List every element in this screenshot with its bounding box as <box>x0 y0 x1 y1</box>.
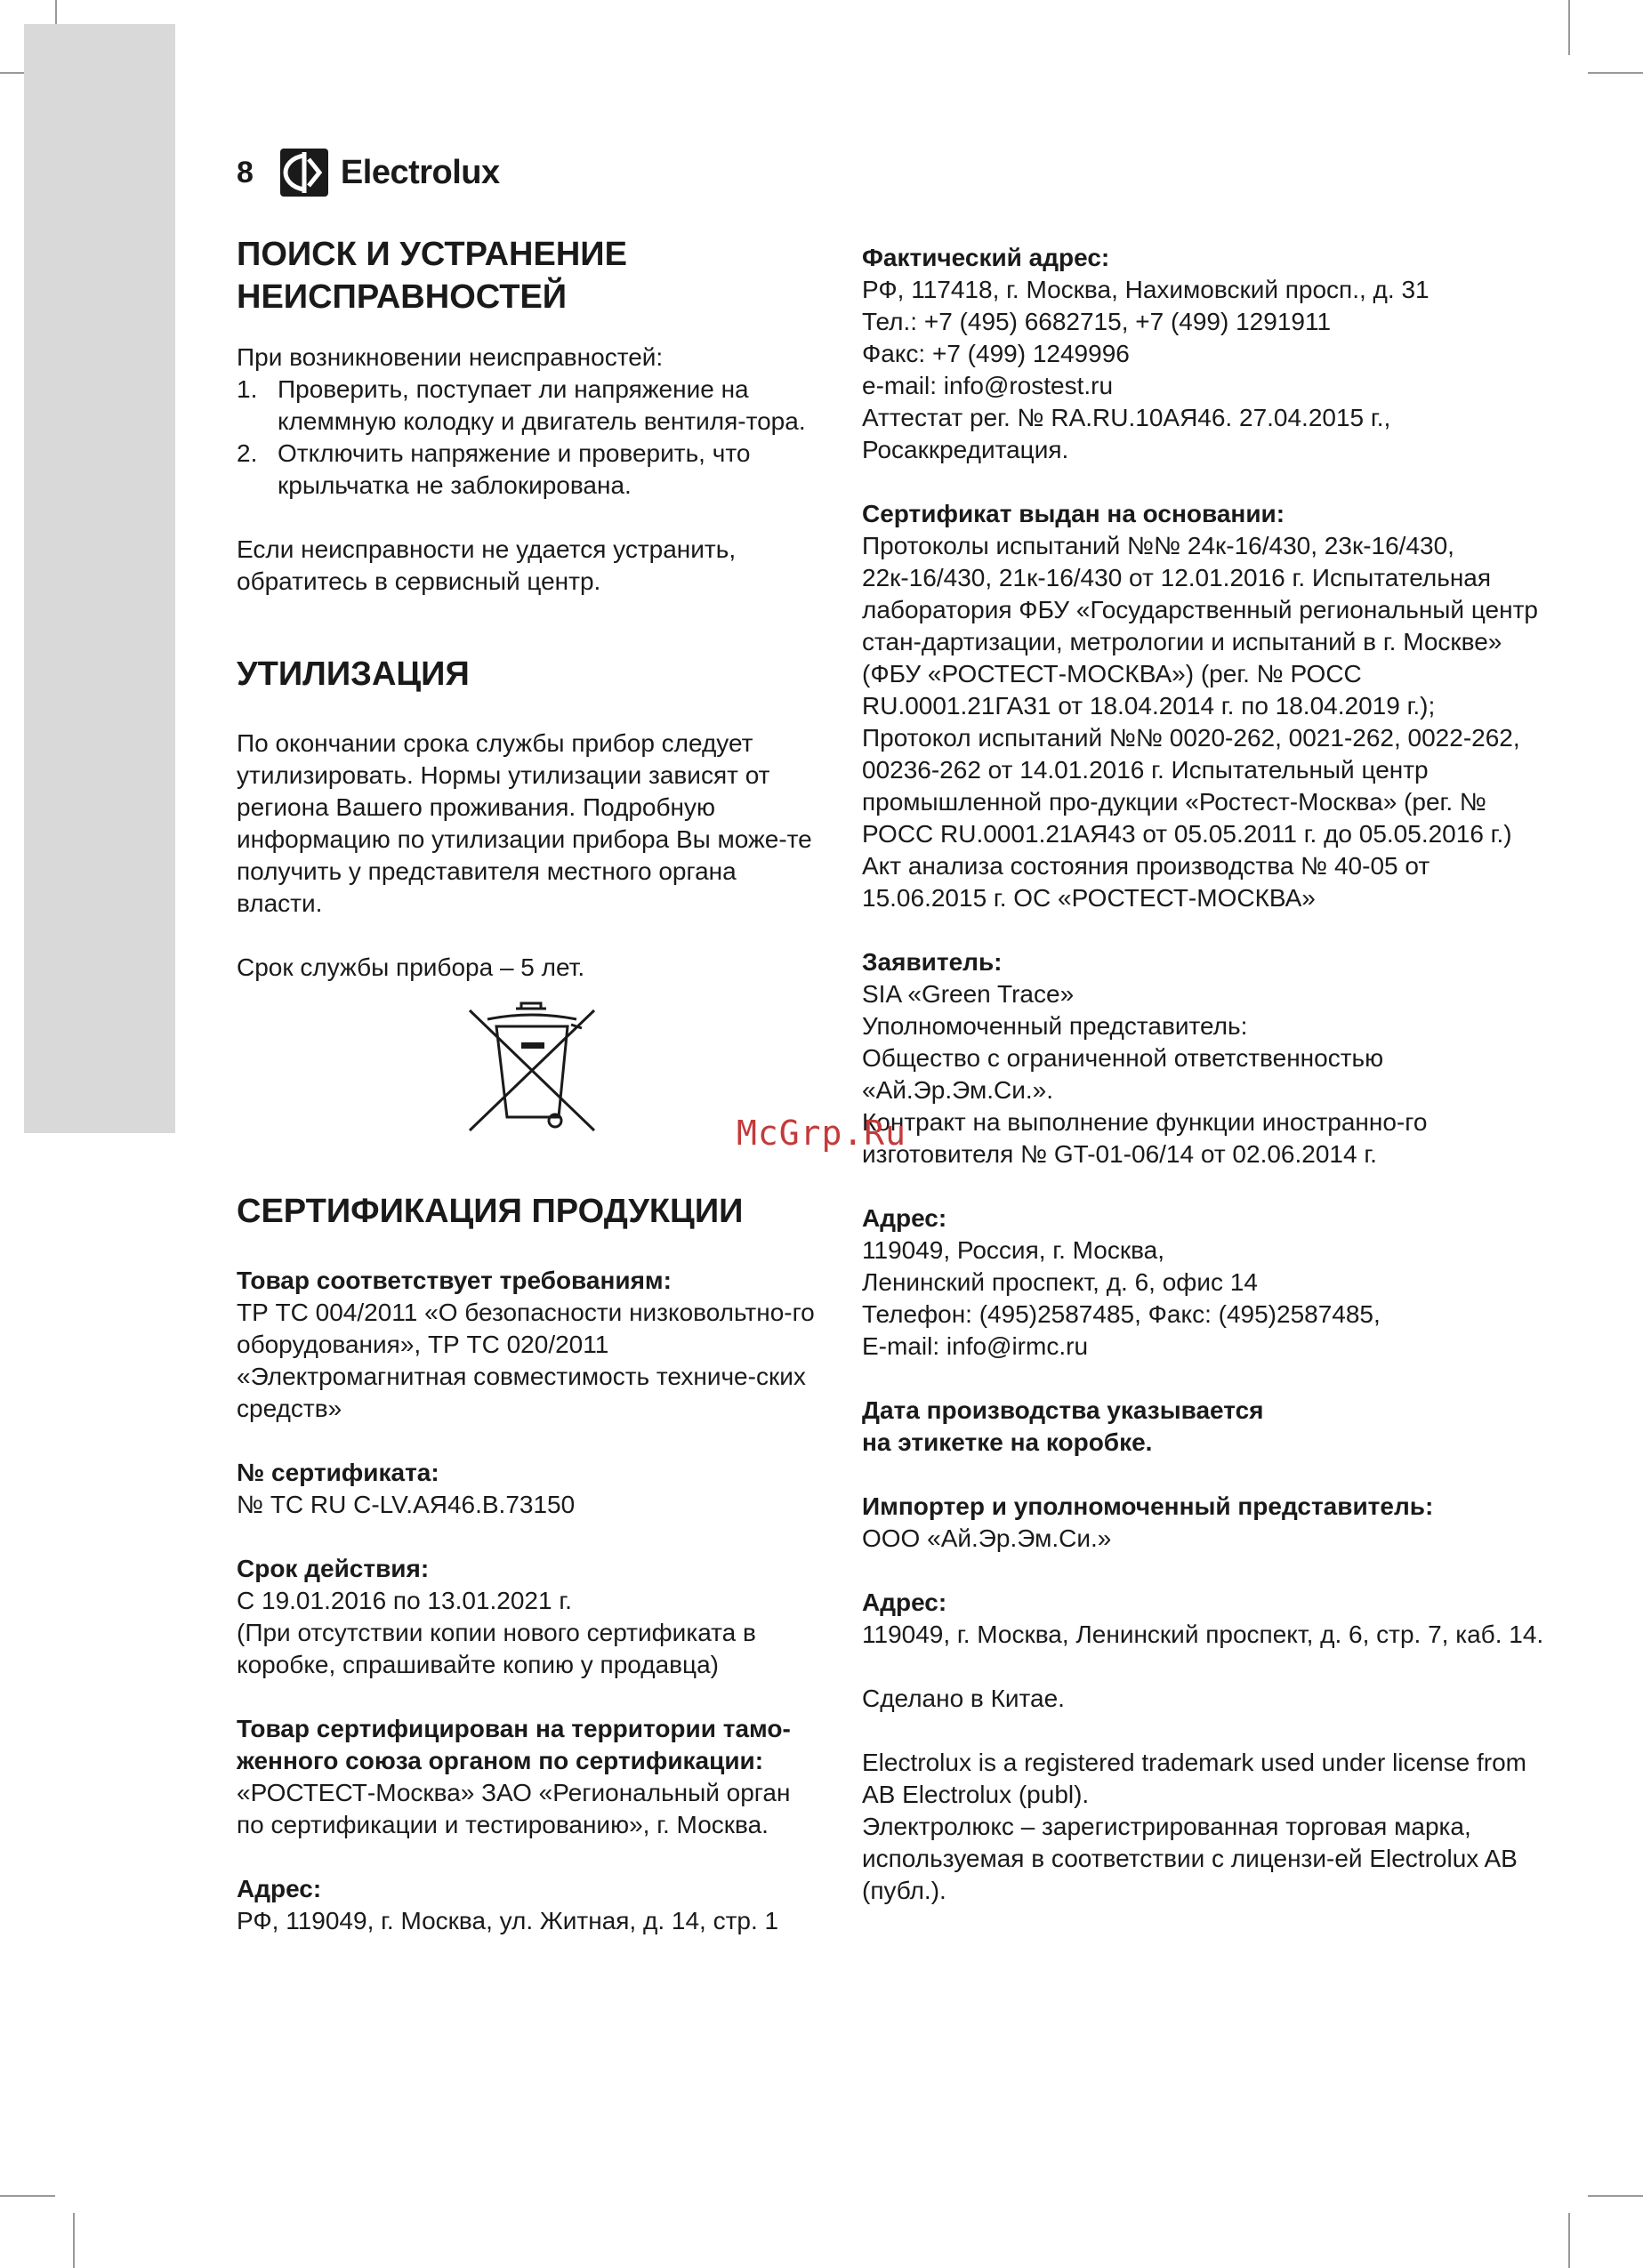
step-number: 2. <box>237 439 258 467</box>
accreditation-line: Аттестат рег. № RA.RU.10АЯ46. 27.04.2015 г., Росаккредитация. <box>862 404 1391 463</box>
cert-number: № ТС RU C-LV.АЯ46.В.73150 <box>237 1491 576 1518</box>
importer-address-label: Адрес: <box>862 1588 947 1616</box>
troubleshooting-intro: При возникновении неисправностей: <box>237 343 664 371</box>
validity-dates: С 19.01.2016 по 13.01.2021 г. <box>237 1587 572 1614</box>
validity-note: (При отсутствии копии нового сертификата в коробке, спрашивайте копию у продавца) <box>237 1619 756 1678</box>
address-line: 119049, Россия, г. Москва, <box>862 1236 1165 1264</box>
basis-label: Сертификат выдан на основании: <box>862 500 1285 527</box>
crop-mark-top-right-h <box>1588 72 1643 74</box>
importer-name: ООО «Ай.Эр.Эм.Си.» <box>862 1524 1112 1552</box>
importer-address: 119049, г. Москва, Ленинский проспект, д. 6, стр. 7, каб. 14. <box>862 1621 1544 1648</box>
crop-mark-bottom-right-v <box>1568 2213 1570 2268</box>
applicant-label: Заявитель: <box>862 948 1003 976</box>
page-header <box>237 146 500 199</box>
basis-text: Протоколы испытаний №№ 24к-16/430, 23к-16/430, 22к-16/430, 21к-16/430 от 12.01.2016 г. Испытательная лаборатория ФБУ «Государственный региональный центр стан-дартизации, метрологии и испытаний в г. Москве» (ФБУ «РОСТЕСТ-МОСКВА») (рег. № РОСС RU.0001.21ГА31 от 18.04.2014 г. по 18.04.2019 г.); Протокол испытаний №№ 0020-262, 0021-262, 0022-262, 00236-262 от 14.01.2016 г. Испытательный центр промышленной про-дукции «Ростест-Москва» (рег. № РОСС RU.0001.21АЯ43 от 05.05.2011 г. до 05.05.2016 г.) Акт анализа состояния производства № 40-05 от 15.06.2015 г. ОС «РОСТЕСТ-МОСКВА» <box>862 532 1538 912</box>
crop-mark-bottom-left-h <box>0 2195 55 2197</box>
actual-address-label: Фактический адрес: <box>862 244 1110 271</box>
side-tab <box>24 24 175 1133</box>
troubleshooting-title <box>237 233 824 318</box>
disposal-text: По окончании срока службы прибор следует утилизировать. Нормы утилизации зависят от региона Вашего проживания. Подробную информацию по утилизации прибора Вы може-те получить у представителя местного органа власти. <box>237 729 812 917</box>
requirements-label: Товар соответствует требованиям: <box>237 1267 672 1294</box>
production-date-note: на этикетке на коробке. <box>862 1428 1153 1456</box>
contract-text: Контракт на выполнение функции иностранно-го изготовителя № GT-01-06/14 от 02.06.2014 г. <box>862 1108 1428 1168</box>
electrolux-logo-icon <box>278 147 330 198</box>
brand-name: Electrolux <box>340 153 500 191</box>
fax-line: Факс: +7 (499) 1249996 <box>862 340 1130 367</box>
troubleshooting-steps <box>237 374 824 502</box>
certifying-body-label: Товар сертифицирован на территории тамо-женного союза органом по сертификации: <box>237 1715 791 1774</box>
trademark-note-ru: Электролюкс – зарегистрированная торговая марка, используемая в соответствии с лицензи-ей Electrolux AB (публ.). <box>862 1813 1518 1904</box>
list-item <box>237 374 824 438</box>
step-number: 1. <box>237 375 258 403</box>
certifying-body-text: «РОСТЕСТ-Москва» ЗАО «Региональный орган по сертификации и тестированию», г. Москва. <box>237 1779 791 1838</box>
list-item <box>237 438 824 502</box>
left-column <box>237 233 824 1937</box>
page-number: 8 <box>237 155 254 189</box>
representative-label: Уполномоченный представитель: <box>862 1012 1248 1040</box>
country-of-origin: Сделано в Китае. <box>862 1685 1065 1712</box>
trademark-note-en: Electrolux is a registered trademark used under license from AB Electrolux (publ). <box>862 1749 1527 1808</box>
representative-name: Общество с ограниченной ответственностью «Ай.Эр.Эм.Си.». <box>862 1044 1384 1104</box>
importer-label: Импортер и уполномоченный представитель: <box>862 1492 1434 1520</box>
phone-line: Тел.: +7 (495) 6682715, +7 (499) 1291911 <box>862 308 1332 335</box>
disposal-title: УТИЛИЗАЦИЯ <box>237 655 470 693</box>
crop-mark-bottom-right-h <box>1588 2195 1643 2197</box>
validity-label: Срок действия: <box>237 1555 430 1582</box>
right-column <box>862 242 1547 1907</box>
address-text: РФ, 119049, г. Москва, ул. Житная, д. 14, стр. 1 <box>237 1907 779 1934</box>
address-line: Телефон: (495)2587485, Факс: (495)2587485, <box>862 1300 1381 1328</box>
service-life: Срок службы прибора – 5 лет. <box>237 953 585 981</box>
crossed-out-wheelie-bin-icon <box>461 1001 603 1135</box>
actual-address-line: РФ, 117418, г. Москва, Нахимовский просп., д. 31 <box>862 276 1430 303</box>
address-label: Адрес: <box>862 1204 947 1232</box>
applicant-name: SIA «Green Trace» <box>862 980 1075 1008</box>
troubleshooting-note: Если неисправности не удается устранить, обратитесь в сервисный центр. <box>237 535 737 595</box>
step-text: Отключить напряжение и проверить, что крыльчатка не заблокирована. <box>278 439 751 499</box>
email-line: e-mail: info@rostest.ru <box>862 372 1114 399</box>
watermark: McGrp.Ru <box>737 1114 907 1153</box>
crop-mark-bottom-left-v <box>73 2213 75 2268</box>
production-date-note: Дата производства указывается <box>862 1396 1264 1424</box>
title-line: НЕИСПРАВНОСТЕЙ <box>237 278 568 316</box>
address-label: Адрес: <box>237 1875 322 1902</box>
certification-title: СЕРТИФИКАЦИЯ ПРОДУКЦИИ <box>237 1193 744 1230</box>
step-text: Проверить, поступает ли напряжение на клеммную колодку и двигатель вентиля-тора. <box>278 375 806 435</box>
crop-mark-top-right-v <box>1568 0 1570 55</box>
requirements-text: ТР ТС 004/2011 «О безопасности низковольтно-го оборудования», ТР ТС 020/2011 «Электромагнитная совместимость техниче-ских средств» <box>237 1299 815 1422</box>
title-line: ПОИСК И УСТРАНЕНИЕ <box>237 236 627 273</box>
address-line: E-mail: info@irmc.ru <box>862 1332 1089 1360</box>
address-line: Ленинский проспект, д. 6, офис 14 <box>862 1268 1258 1296</box>
cert-number-label: № сертификата: <box>237 1459 439 1486</box>
